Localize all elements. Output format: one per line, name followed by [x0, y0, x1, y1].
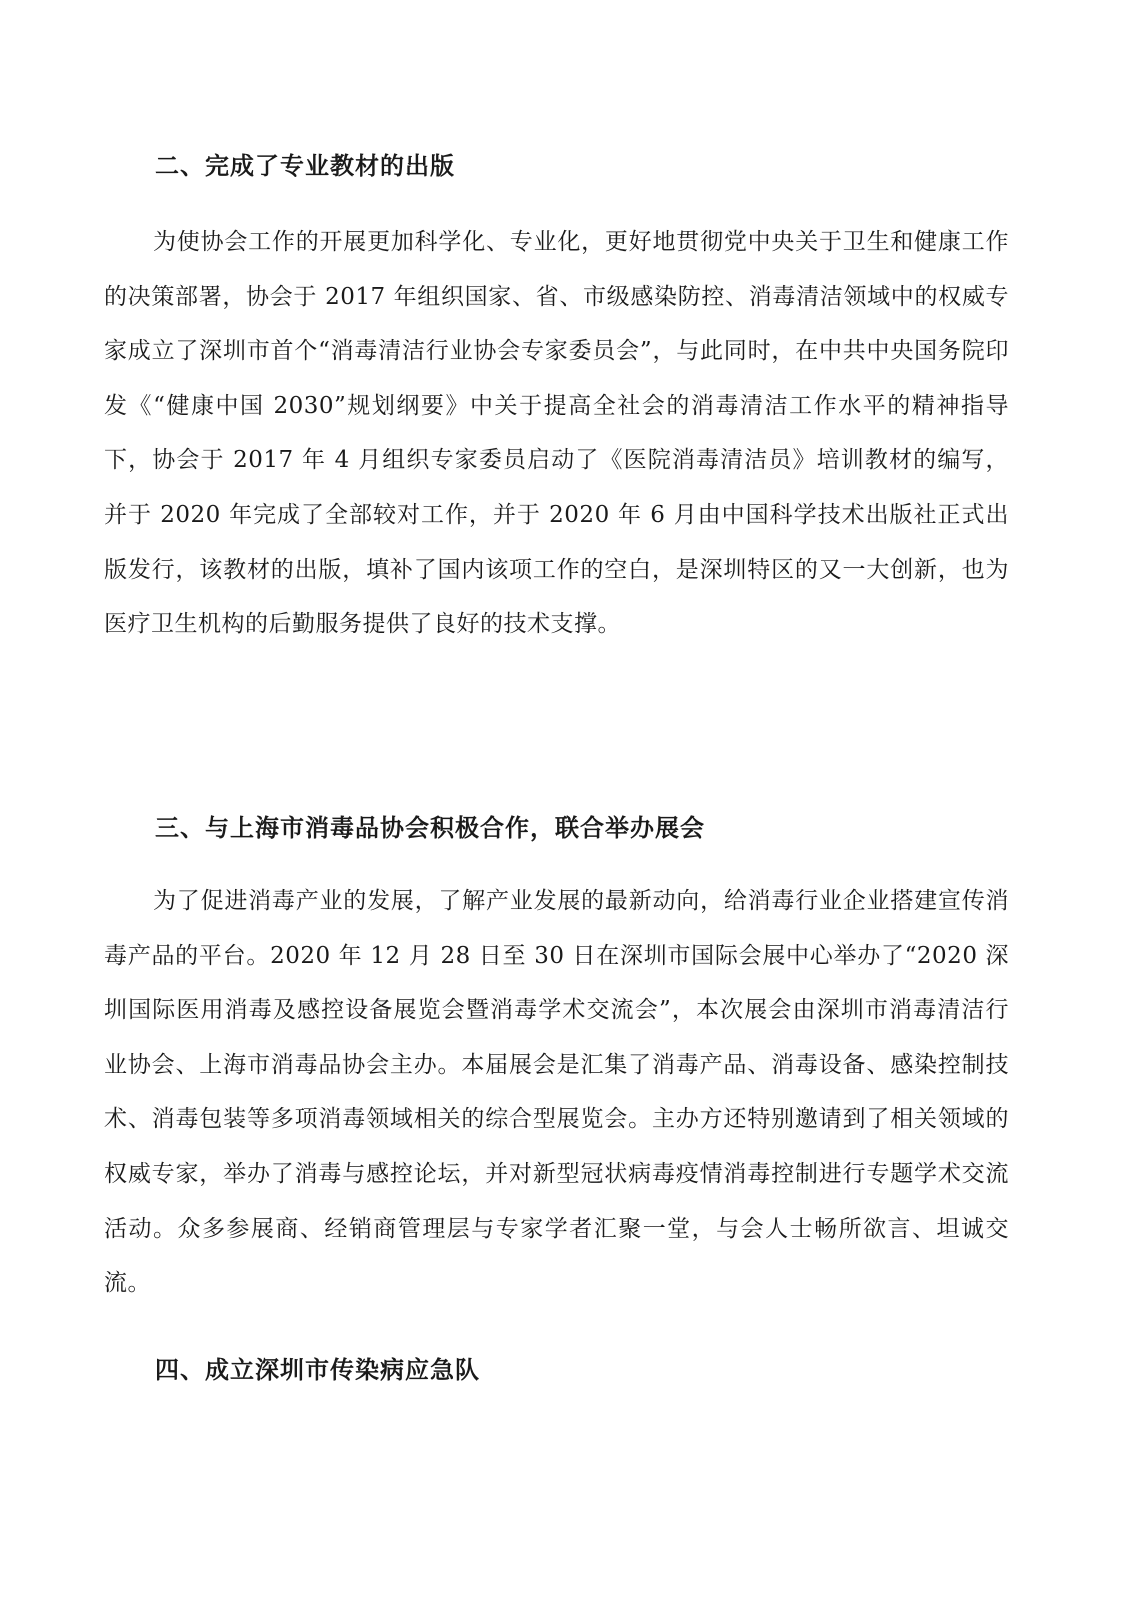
section-paragraph-3: 为了促进消毒产业的发展，了解产业发展的最新动向，给消毒行业企业搭建宣传消毒产品的平台。2020 年 12 月 28 日至 30 日在深圳市国际会展中心举办了“2020 深圳国际医用消毒及感控设备展览会暨消毒学术交流会”，本次展会由深圳市消毒清洁行业协会、上海市消毒品协会主办。本届展会是汇集了消毒产品、消毒设备、感染控制技术、消毒包装等多项消毒领域相关的综合型展览会。主办方还特别邀请到了相关领域的权威专家，举办了消毒与感控论坛，并对新型冠状病毒疫情消毒控制进行专题学术交流活动。众多参展商、经销商管理层与专家学者汇聚一堂，与会人士畅所欲言、坦诚交流。	[104, 888, 1009, 1297]
section-paragraph-2: 为使协会工作的开展更加科学化、专业化，更好地贯彻党中央关于卫生和健康工作的决策部署，协会于 2017 年组织国家、省、市级感染防控、消毒清洁领域中的权威专家成立了深圳市首个“消毒清洁行业协会专家委员会”，与此同时，在中共中央国务院印发《“健康中国 2030”规划纲要》中关于提高全社会的消毒清洁工作水平的精神指导下，协会于 2017 年 4 月组织专家委员启动了《医院消毒清洁员》培训教材的编写，并于 2020 年完成了全部较对工作，并于 2020 年 6 月由中国科学技术出版社正式出版发行，该教材的出版，填补了国内该项工作的空白，是深圳特区的又一大创新，也为医疗卫生机构的后勤服务提供了良好的技术支撑。	[104, 229, 1009, 638]
section-heading-4: 四、成立深圳市传染病应急队	[155, 1355, 480, 1384]
section-heading-2: 二、完成了专业教材的出版	[155, 151, 455, 180]
section-heading-3: 三、与上海市消毒品协会积极合作，联合举办展会	[155, 813, 705, 842]
